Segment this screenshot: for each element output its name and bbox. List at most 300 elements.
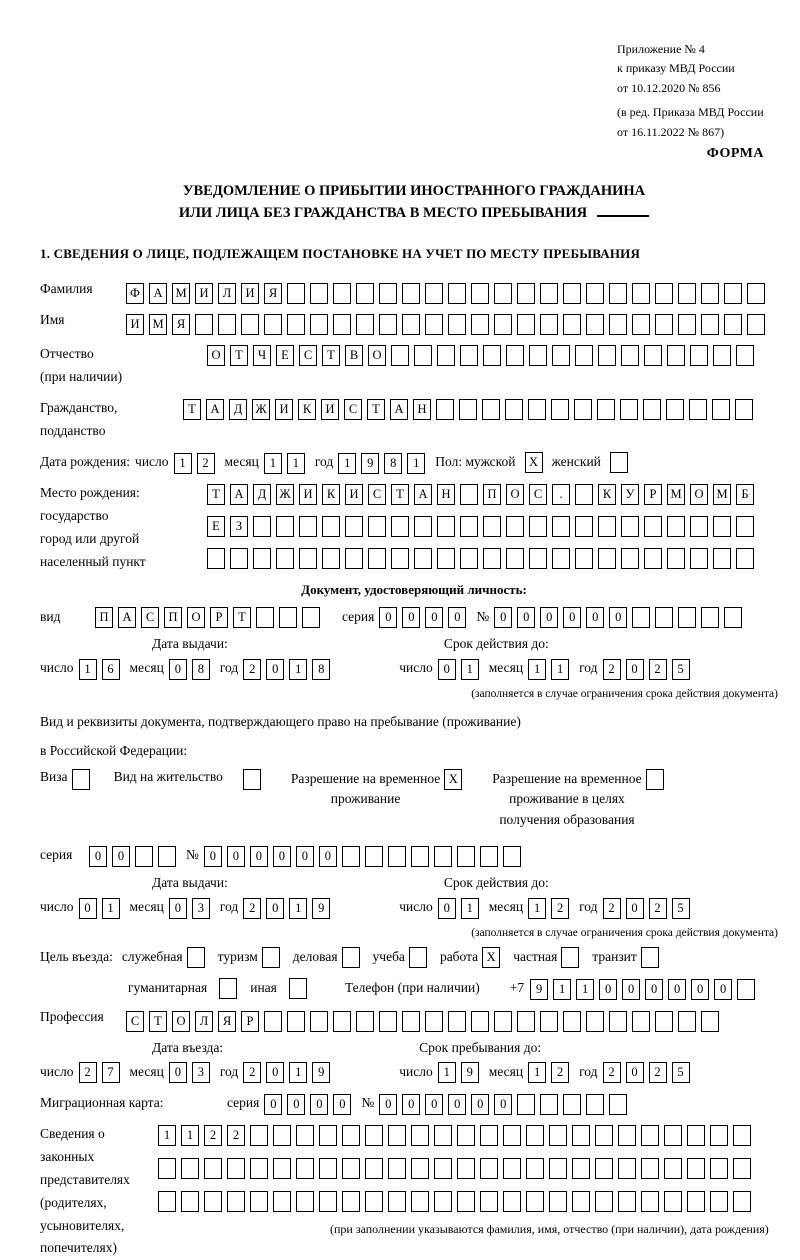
char-box[interactable]	[264, 314, 282, 335]
char-box[interactable]: 9	[312, 1062, 330, 1083]
char-box[interactable]	[506, 516, 524, 537]
char-box[interactable]	[609, 314, 627, 335]
char-box[interactable]	[342, 1191, 360, 1212]
char-box[interactable]	[678, 1011, 696, 1032]
char-box[interactable]	[678, 283, 696, 304]
char-box[interactable]	[595, 1125, 613, 1146]
char-box[interactable]	[586, 1094, 604, 1115]
char-box[interactable]	[296, 1158, 314, 1179]
char-box[interactable]	[690, 345, 708, 366]
char-box[interactable]	[552, 516, 570, 537]
char-box[interactable]	[345, 548, 363, 569]
char-box[interactable]	[733, 1158, 751, 1179]
char-box[interactable]: 1	[438, 1062, 456, 1083]
char-box[interactable]	[411, 1125, 429, 1146]
char-box[interactable]	[664, 1158, 682, 1179]
char-box[interactable]	[181, 1158, 199, 1179]
char-box[interactable]	[517, 1094, 535, 1115]
char-box[interactable]	[666, 399, 684, 420]
char-box[interactable]	[402, 314, 420, 335]
char-box[interactable]: Р	[210, 607, 228, 628]
char-box[interactable]	[595, 1191, 613, 1212]
char-box[interactable]	[356, 1011, 374, 1032]
char-box[interactable]	[586, 283, 604, 304]
char-box[interactable]	[296, 1191, 314, 1212]
char-box[interactable]: 0	[227, 846, 245, 867]
char-box[interactable]	[227, 1158, 245, 1179]
char-box[interactable]	[609, 1094, 627, 1115]
char-box[interactable]	[621, 516, 639, 537]
char-box[interactable]	[436, 399, 454, 420]
char-box[interactable]	[411, 1191, 429, 1212]
char-box[interactable]	[529, 516, 547, 537]
char-box[interactable]	[368, 548, 386, 569]
char-box[interactable]	[342, 1125, 360, 1146]
char-box[interactable]: 1	[553, 979, 571, 1000]
char-box[interactable]	[388, 1191, 406, 1212]
char-box[interactable]	[434, 1191, 452, 1212]
char-box[interactable]	[710, 1158, 728, 1179]
char-box[interactable]: Е	[207, 516, 225, 537]
char-box[interactable]: О	[690, 484, 708, 505]
char-box[interactable]	[655, 1011, 673, 1032]
char-box[interactable]	[457, 1125, 475, 1146]
char-box[interactable]: 8	[384, 453, 402, 474]
char-box[interactable]: 0	[333, 1094, 351, 1115]
char-box[interactable]	[158, 846, 176, 867]
char-box[interactable]	[287, 283, 305, 304]
char-box[interactable]: 1	[461, 659, 479, 680]
char-box[interactable]: 9	[361, 453, 379, 474]
char-box[interactable]	[503, 1158, 521, 1179]
char-box[interactable]	[135, 846, 153, 867]
char-box[interactable]: 0	[264, 1094, 282, 1115]
char-box[interactable]	[540, 283, 558, 304]
char-box[interactable]	[365, 1125, 383, 1146]
char-box[interactable]: 1	[289, 898, 307, 919]
char-box[interactable]: 1	[551, 659, 569, 680]
char-box[interactable]	[701, 1011, 719, 1032]
char-box[interactable]	[230, 548, 248, 569]
char-box[interactable]: Т	[367, 399, 385, 420]
char-box[interactable]	[483, 548, 501, 569]
char-box[interactable]: 0	[714, 979, 732, 1000]
char-box[interactable]	[448, 283, 466, 304]
char-box[interactable]: 2	[603, 659, 621, 680]
char-box[interactable]	[526, 1191, 544, 1212]
char-box[interactable]: 2	[204, 1125, 222, 1146]
char-box[interactable]	[712, 399, 730, 420]
char-box[interactable]	[667, 548, 685, 569]
char-box[interactable]	[391, 548, 409, 569]
char-box[interactable]: 0	[296, 846, 314, 867]
char-box[interactable]	[621, 548, 639, 569]
char-box[interactable]: Ж	[276, 484, 294, 505]
char-box[interactable]: 1	[174, 453, 192, 474]
char-box[interactable]	[503, 1191, 521, 1212]
char-box[interactable]	[710, 1191, 728, 1212]
char-box[interactable]	[437, 345, 455, 366]
char-box[interactable]: 2	[243, 659, 261, 680]
char-box[interactable]	[609, 283, 627, 304]
char-box[interactable]	[641, 1125, 659, 1146]
char-box[interactable]: С	[344, 399, 362, 420]
char-box[interactable]	[253, 548, 271, 569]
char-box[interactable]	[713, 516, 731, 537]
char-box[interactable]	[713, 548, 731, 569]
char-box[interactable]	[618, 1125, 636, 1146]
char-box[interactable]	[667, 345, 685, 366]
char-box[interactable]: .	[552, 484, 570, 505]
char-box[interactable]	[529, 345, 547, 366]
purpose-study-checkbox[interactable]	[409, 947, 427, 968]
char-box[interactable]: К	[598, 484, 616, 505]
char-box[interactable]: 1	[287, 453, 305, 474]
char-box[interactable]: И	[299, 484, 317, 505]
char-box[interactable]	[310, 1011, 328, 1032]
char-box[interactable]: 5	[672, 1062, 690, 1083]
char-box[interactable]	[736, 345, 754, 366]
char-box[interactable]: 0	[319, 846, 337, 867]
char-box[interactable]: 1	[576, 979, 594, 1000]
char-box[interactable]: 0	[204, 846, 222, 867]
char-box[interactable]	[388, 1125, 406, 1146]
char-box[interactable]	[701, 314, 719, 335]
char-box[interactable]: 0	[599, 979, 617, 1000]
char-box[interactable]: 2	[227, 1125, 245, 1146]
char-box[interactable]	[598, 516, 616, 537]
char-box[interactable]	[667, 516, 685, 537]
char-box[interactable]	[402, 1011, 420, 1032]
char-box[interactable]	[664, 1125, 682, 1146]
char-box[interactable]: Ж	[252, 399, 270, 420]
char-box[interactable]	[747, 283, 765, 304]
char-box[interactable]: 8	[192, 659, 210, 680]
char-box[interactable]: Я	[218, 1011, 236, 1032]
char-box[interactable]	[319, 1125, 337, 1146]
char-box[interactable]: А	[118, 607, 136, 628]
char-box[interactable]	[503, 1125, 521, 1146]
char-box[interactable]: М	[149, 314, 167, 335]
char-box[interactable]: 0	[379, 607, 397, 628]
char-box[interactable]: 0	[540, 607, 558, 628]
char-box[interactable]	[618, 1158, 636, 1179]
char-box[interactable]	[333, 314, 351, 335]
female-checkbox[interactable]	[610, 452, 628, 473]
char-box[interactable]	[448, 1011, 466, 1032]
char-box[interactable]: И	[345, 484, 363, 505]
char-box[interactable]: Ф	[126, 283, 144, 304]
char-box[interactable]	[411, 1158, 429, 1179]
char-box[interactable]	[687, 1191, 705, 1212]
char-box[interactable]: О	[172, 1011, 190, 1032]
char-box[interactable]: Е	[276, 345, 294, 366]
char-box[interactable]	[517, 1011, 535, 1032]
char-box[interactable]: 1	[289, 1062, 307, 1083]
char-box[interactable]	[434, 1125, 452, 1146]
char-box[interactable]	[482, 399, 500, 420]
char-box[interactable]	[687, 1158, 705, 1179]
char-box[interactable]: С	[368, 484, 386, 505]
char-box[interactable]	[563, 1011, 581, 1032]
char-box[interactable]	[480, 1191, 498, 1212]
char-box[interactable]	[483, 345, 501, 366]
char-box[interactable]: 0	[169, 898, 187, 919]
char-box[interactable]: 0	[287, 1094, 305, 1115]
char-box[interactable]	[414, 516, 432, 537]
char-box[interactable]	[689, 399, 707, 420]
char-box[interactable]: 0	[668, 979, 686, 1000]
char-box[interactable]	[342, 1158, 360, 1179]
char-box[interactable]	[379, 283, 397, 304]
char-box[interactable]: А	[206, 399, 224, 420]
char-box[interactable]: И	[195, 283, 213, 304]
char-box[interactable]: 1	[338, 453, 356, 474]
char-box[interactable]	[747, 314, 765, 335]
char-box[interactable]: З	[230, 516, 248, 537]
char-box[interactable]: 1	[461, 898, 479, 919]
char-box[interactable]	[345, 516, 363, 537]
char-box[interactable]	[302, 607, 320, 628]
char-box[interactable]	[552, 345, 570, 366]
char-box[interactable]	[411, 846, 429, 867]
char-box[interactable]: 2	[243, 898, 261, 919]
char-box[interactable]	[690, 548, 708, 569]
char-box[interactable]: 0	[471, 1094, 489, 1115]
char-box[interactable]	[678, 314, 696, 335]
char-box[interactable]: 0	[402, 1094, 420, 1115]
char-box[interactable]	[517, 283, 535, 304]
char-box[interactable]: О	[207, 345, 225, 366]
char-box[interactable]: М	[713, 484, 731, 505]
char-box[interactable]: Я	[264, 283, 282, 304]
char-box[interactable]	[494, 314, 512, 335]
char-box[interactable]: 2	[551, 1062, 569, 1083]
char-box[interactable]	[365, 846, 383, 867]
char-box[interactable]	[505, 399, 523, 420]
char-box[interactable]	[494, 1011, 512, 1032]
char-box[interactable]: С	[141, 607, 159, 628]
char-box[interactable]: 7	[102, 1062, 120, 1083]
char-box[interactable]	[388, 846, 406, 867]
char-box[interactable]: Т	[230, 345, 248, 366]
char-box[interactable]: 2	[649, 659, 667, 680]
char-box[interactable]	[483, 516, 501, 537]
char-box[interactable]: 0	[622, 979, 640, 1000]
char-box[interactable]: К	[322, 484, 340, 505]
char-box[interactable]	[620, 399, 638, 420]
char-box[interactable]	[273, 1158, 291, 1179]
char-box[interactable]	[736, 548, 754, 569]
char-box[interactable]: 2	[603, 1062, 621, 1083]
purpose-official-checkbox[interactable]	[187, 947, 205, 968]
char-box[interactable]: 0	[626, 1062, 644, 1083]
char-box[interactable]	[529, 548, 547, 569]
char-box[interactable]	[425, 314, 443, 335]
char-box[interactable]	[322, 516, 340, 537]
char-box[interactable]: 0	[266, 659, 284, 680]
char-box[interactable]: Н	[437, 484, 455, 505]
char-box[interactable]: 1	[528, 1062, 546, 1083]
char-box[interactable]	[434, 846, 452, 867]
char-box[interactable]	[471, 283, 489, 304]
char-box[interactable]: 0	[112, 846, 130, 867]
char-box[interactable]	[391, 345, 409, 366]
char-box[interactable]: 0	[79, 898, 97, 919]
char-box[interactable]	[287, 314, 305, 335]
char-box[interactable]	[457, 846, 475, 867]
char-box[interactable]	[643, 399, 661, 420]
char-box[interactable]	[480, 1158, 498, 1179]
char-box[interactable]	[526, 1158, 544, 1179]
purpose-business-checkbox[interactable]	[342, 947, 360, 968]
char-box[interactable]	[528, 399, 546, 420]
char-box[interactable]	[736, 516, 754, 537]
char-box[interactable]: 1	[407, 453, 425, 474]
char-box[interactable]: 9	[312, 898, 330, 919]
char-box[interactable]: У	[621, 484, 639, 505]
char-box[interactable]	[574, 399, 592, 420]
char-box[interactable]: Д	[229, 399, 247, 420]
char-box[interactable]: И	[126, 314, 144, 335]
char-box[interactable]: 0	[438, 659, 456, 680]
char-box[interactable]	[621, 345, 639, 366]
char-box[interactable]	[618, 1191, 636, 1212]
residence-permit-checkbox[interactable]	[243, 769, 261, 790]
char-box[interactable]	[551, 399, 569, 420]
char-box[interactable]: 0	[169, 1062, 187, 1083]
char-box[interactable]: Ч	[253, 345, 271, 366]
char-box[interactable]: С	[126, 1011, 144, 1032]
char-box[interactable]	[690, 516, 708, 537]
char-box[interactable]	[158, 1191, 176, 1212]
char-box[interactable]	[597, 399, 615, 420]
char-box[interactable]	[227, 1191, 245, 1212]
char-box[interactable]: 0	[494, 607, 512, 628]
char-box[interactable]: К	[298, 399, 316, 420]
char-box[interactable]	[457, 1158, 475, 1179]
char-box[interactable]	[586, 314, 604, 335]
char-box[interactable]	[563, 1094, 581, 1115]
char-box[interactable]: 0	[691, 979, 709, 1000]
char-box[interactable]	[632, 283, 650, 304]
char-box[interactable]	[724, 314, 742, 335]
char-box[interactable]: Т	[149, 1011, 167, 1032]
char-box[interactable]	[333, 1011, 351, 1032]
char-box[interactable]: 0	[626, 659, 644, 680]
char-box[interactable]	[195, 314, 213, 335]
char-box[interactable]	[253, 516, 271, 537]
char-box[interactable]: О	[368, 345, 386, 366]
char-box[interactable]: 6	[102, 659, 120, 680]
char-box[interactable]	[460, 516, 478, 537]
char-box[interactable]	[204, 1158, 222, 1179]
char-box[interactable]: Д	[253, 484, 271, 505]
char-box[interactable]	[540, 314, 558, 335]
char-box[interactable]	[701, 283, 719, 304]
char-box[interactable]: П	[164, 607, 182, 628]
char-box[interactable]	[356, 283, 374, 304]
char-box[interactable]	[276, 516, 294, 537]
char-box[interactable]: 0	[448, 1094, 466, 1115]
char-box[interactable]: Л	[195, 1011, 213, 1032]
char-box[interactable]	[701, 607, 719, 628]
char-box[interactable]	[678, 607, 696, 628]
char-box[interactable]: П	[483, 484, 501, 505]
temp-residence-education-checkbox[interactable]	[646, 769, 664, 790]
purpose-work-checkbox[interactable]: X	[482, 947, 500, 968]
char-box[interactable]: С	[299, 345, 317, 366]
char-box[interactable]	[549, 1191, 567, 1212]
char-box[interactable]: 0	[448, 607, 466, 628]
char-box[interactable]	[563, 314, 581, 335]
char-box[interactable]	[356, 314, 374, 335]
char-box[interactable]	[644, 345, 662, 366]
char-box[interactable]	[506, 345, 524, 366]
char-box[interactable]: П	[95, 607, 113, 628]
char-box[interactable]	[310, 314, 328, 335]
char-box[interactable]	[425, 283, 443, 304]
char-box[interactable]	[735, 399, 753, 420]
char-box[interactable]: 0	[266, 898, 284, 919]
char-box[interactable]	[503, 846, 521, 867]
char-box[interactable]: 3	[192, 1062, 210, 1083]
purpose-other-checkbox[interactable]	[289, 978, 307, 999]
char-box[interactable]: М	[667, 484, 685, 505]
char-box[interactable]	[572, 1125, 590, 1146]
char-box[interactable]	[250, 1158, 268, 1179]
char-box[interactable]	[632, 1011, 650, 1032]
char-box[interactable]	[724, 283, 742, 304]
char-box[interactable]	[322, 548, 340, 569]
char-box[interactable]: 1	[79, 659, 97, 680]
char-box[interactable]	[586, 1011, 604, 1032]
char-box[interactable]	[655, 283, 673, 304]
char-box[interactable]: 0	[250, 846, 268, 867]
char-box[interactable]	[310, 283, 328, 304]
char-box[interactable]	[575, 516, 593, 537]
char-box[interactable]: 5	[672, 659, 690, 680]
char-box[interactable]: 0	[379, 1094, 397, 1115]
char-box[interactable]	[549, 1158, 567, 1179]
char-box[interactable]	[437, 548, 455, 569]
char-box[interactable]	[664, 1191, 682, 1212]
char-box[interactable]: Р	[644, 484, 662, 505]
char-box[interactable]: А	[414, 484, 432, 505]
male-checkbox[interactable]: X	[525, 452, 543, 473]
char-box[interactable]	[632, 314, 650, 335]
char-box[interactable]: 0	[425, 607, 443, 628]
char-box[interactable]	[598, 548, 616, 569]
char-box[interactable]	[575, 548, 593, 569]
char-box[interactable]	[494, 283, 512, 304]
char-box[interactable]	[733, 1125, 751, 1146]
char-box[interactable]	[552, 548, 570, 569]
char-box[interactable]	[414, 548, 432, 569]
char-box[interactable]	[158, 1158, 176, 1179]
purpose-private-checkbox[interactable]	[561, 947, 579, 968]
char-box[interactable]: Т	[183, 399, 201, 420]
char-box[interactable]	[655, 314, 673, 335]
char-box[interactable]	[644, 516, 662, 537]
char-box[interactable]	[526, 1125, 544, 1146]
char-box[interactable]	[480, 846, 498, 867]
char-box[interactable]	[287, 1011, 305, 1032]
char-box[interactable]	[256, 607, 274, 628]
char-box[interactable]: Р	[241, 1011, 259, 1032]
char-box[interactable]: Т	[207, 484, 225, 505]
char-box[interactable]	[437, 516, 455, 537]
